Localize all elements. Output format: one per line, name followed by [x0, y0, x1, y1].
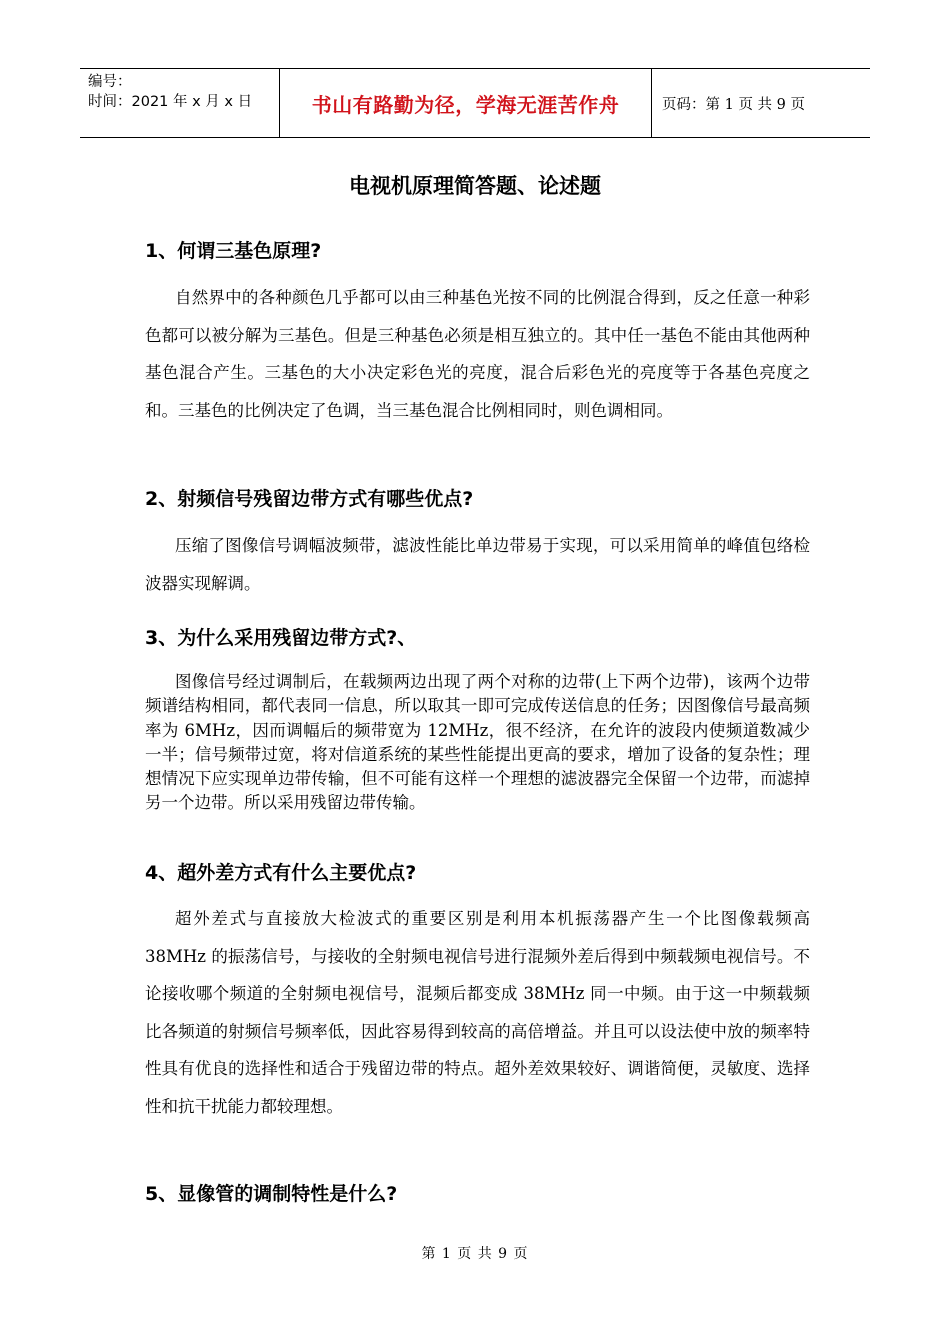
question-2-heading: 2、射频信号残留边带方式有哪些优点? [145, 488, 474, 510]
answer-2-paragraph: 压缩了图像信号调幅波频带，滤波性能比单边带易于实现，可以采用简单的峰值包络检波器实现解调。 [145, 536, 810, 593]
header-motto-cell [280, 69, 652, 137]
document-title: 电视机原理简答题、论述题 [349, 174, 601, 198]
question-3-heading: 3、为什么采用残留边带方式?、 [145, 627, 417, 649]
header-page-cell [652, 69, 870, 137]
header-table [80, 68, 870, 138]
header-info-cell [80, 69, 280, 137]
question-5-heading: 5、显像管的调制特性是什么? [145, 1183, 398, 1205]
page-footer: 第 1 页 共 9 页 [421, 1246, 529, 1262]
answer-4-paragraph: 超外差式与直接放大检波式的重要区别是利用本机振荡器产生一个比图像载频高 38MHz 的振荡信号，与接收的全射频电视信号进行混频外差后得到中频载频电视信号。不论接收哪个频道的全射频电视信号，混频后都变成 38MHz 同一中频。由于这一中频载频比各频道的射频信号频率低，因此容易得到较高的高倍增益。并且可以设法使中放的频率特性具有优良的选择性和适合于残留边带的特点。超外差效果较好、调谐简便，灵敏度、选择性和抗干扰能力都较理想。 [145, 909, 810, 1116]
question-4-heading: 4、超外差方式有什么主要优点? [145, 862, 417, 884]
question-1-heading: 1、何谓三基色原理? [145, 240, 322, 262]
page-code: 页码：第 1 页 共 9 页 [662, 96, 805, 113]
motto-text: 书山有路勤为径，学海无涯苦作舟 [311, 92, 620, 117]
answer-3-paragraph: 图像信号经过调制后，在载频两边出现了两个对称的边带(上下两个边带)，该两个边带频谱结构相同，都代表同一信息，所以取其一即可完成传送信息的任务；因图像信号最高频率为 6MHz，因而调幅后的频带宽为 12MHz，很不经济，在允许的波段内使频道数减少一半；信号频带过宽，将对信道系统的某些性能提出更高的要求，增加了设备的复杂性；理想情况下应实现单边带传输，但不可能有这样一个理想的滤波器完全保留一个边带，而滤掉另一个边带。所以采用残留边带传输。 [145, 672, 810, 813]
answer-1-paragraph: 自然界中的各种颜色几乎都可以由三种基色光按不同的比例混合得到，反之任意一种彩色都可以被分解为三基色。但是三种基色必须是相互独立的。其中任一基色不能由其他两种基色混合产生。三基色的大小决定彩色光的亮度，混合后彩色光的亮度等于各基色亮度之和。三基色的比例决定了色调，当三基色混合比例相同时，则色调相同。 [145, 288, 810, 420]
document-number-label: 编号： [88, 74, 132, 90]
document-date: 时间：2021 年 x 月 x 日 [88, 94, 253, 110]
